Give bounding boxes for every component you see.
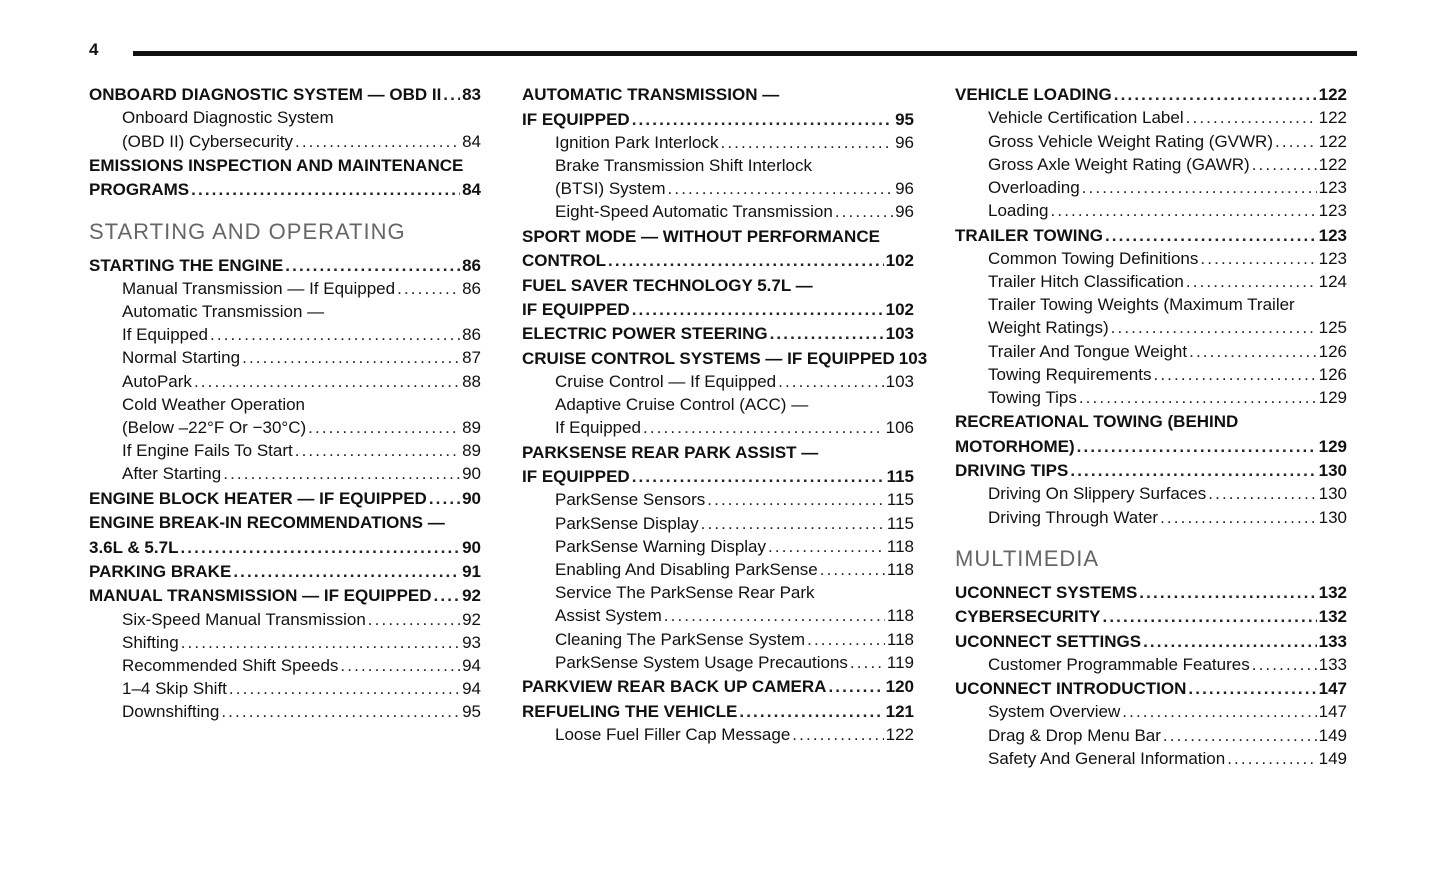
toc-page-number: 123 (1318, 248, 1347, 268)
toc-sub-entry[interactable] (522, 558, 914, 581)
toc-main-entry[interactable] (955, 435, 1347, 458)
dot-leader (242, 346, 460, 369)
toc-entry-label: Drag & Drop Menu Bar (988, 725, 1161, 745)
toc-entry-label: (OBD II) Cybersecurity (122, 131, 293, 151)
toc-page-number: 149 (1318, 725, 1347, 745)
toc-page-number: 92 (462, 609, 481, 629)
toc-page-number: 86 (462, 278, 481, 298)
toc-column-3 (955, 82, 1347, 770)
toc-page-number: 90 (462, 537, 481, 557)
toc-sub-entry[interactable] (522, 604, 914, 627)
toc-sub-entry[interactable] (955, 340, 1347, 363)
toc-sub-entry[interactable] (955, 106, 1347, 129)
toc-entry-label: Weight Ratings) (988, 318, 1109, 338)
toc-main-entry[interactable] (955, 581, 1347, 604)
toc-entry-label: Vehicle Certification Label (988, 108, 1184, 128)
toc-entry-label: TRAILER TOWING (955, 225, 1103, 245)
toc-page-number: 122 (1318, 154, 1347, 174)
toc-entry-label: AutoPark (122, 371, 192, 391)
toc-entry-label: Trailer Hitch Classification (988, 272, 1184, 291)
toc-column-1 (89, 82, 481, 724)
toc-sub-entry[interactable] (955, 176, 1347, 199)
toc-sub-entry[interactable] (955, 724, 1347, 747)
toc-page-number: 120 (885, 677, 914, 697)
toc-sub-entry[interactable] (955, 363, 1347, 386)
toc-sub-entry[interactable] (522, 628, 914, 651)
toc-entry-label: ParkSense System Usage Precautions (555, 652, 848, 672)
dot-leader (632, 108, 893, 131)
toc-entry-label: Manual Transmission — If Equipped (122, 278, 396, 298)
toc-page-number: 129 (1318, 388, 1347, 408)
toc-main-entry[interactable] (955, 630, 1347, 653)
toc-page-number: 149 (1318, 748, 1347, 768)
toc-sub-entry-label[interactable]: Service The ParkSense Rear Park (555, 583, 815, 603)
dot-leader (233, 560, 460, 583)
dot-leader (1188, 677, 1316, 700)
toc-page-number: 86 (462, 255, 481, 275)
toc-sub-entry[interactable] (522, 177, 914, 200)
toc-entry-label: Trailer And Tongue Weight (988, 341, 1188, 361)
toc-entry-label: PARKVIEW REAR BACK UP CAMERA (522, 677, 827, 697)
toc-sub-entry[interactable] (522, 723, 914, 746)
toc-page-number: 118 (886, 559, 914, 579)
dot-leader (1200, 247, 1316, 270)
dot-leader (720, 131, 893, 154)
toc-main-entry[interactable] (89, 487, 481, 510)
toc-entry-label: PARKING BRAKE (89, 561, 232, 581)
dot-leader (308, 416, 460, 439)
toc-page-number: 86 (462, 325, 481, 345)
toc-page-number: 118 (886, 606, 914, 626)
toc-entry-label: Ignition Park Interlock (555, 132, 719, 152)
toc-main-entry[interactable] (955, 224, 1347, 247)
toc-entry-label: Recommended Shift Speeds (122, 655, 339, 675)
dot-leader (1186, 270, 1317, 293)
toc-main-entry[interactable] (955, 605, 1347, 628)
toc-entry-label: IF EQUIPPED (522, 467, 630, 487)
toc-sub-entry[interactable] (89, 631, 481, 654)
dot-leader (1252, 653, 1317, 676)
toc-page-number: 126 (1318, 364, 1347, 384)
toc-sub-entry[interactable] (89, 608, 481, 631)
toc-main-entry[interactable] (89, 254, 481, 277)
toc-page-number: 94 (462, 679, 481, 699)
toc-sub-entry[interactable] (522, 200, 914, 223)
dot-leader (191, 178, 460, 201)
toc-main-entry[interactable] (522, 465, 914, 488)
toc-sub-entry[interactable] (89, 462, 481, 485)
dot-leader (221, 700, 460, 723)
dot-leader (180, 536, 460, 559)
dot-leader (1051, 199, 1317, 222)
toc-page-number: 87 (462, 348, 481, 368)
toc-sub-entry[interactable] (522, 512, 914, 535)
dot-leader (1102, 605, 1316, 628)
toc-entry-label: Customer Programmable Features (988, 654, 1250, 674)
toc-entry-label: Downshifting (122, 702, 220, 722)
dot-leader (368, 608, 460, 631)
toc-entry-label: Driving On Slippery Surfaces (988, 484, 1207, 504)
dot-leader (1114, 83, 1317, 106)
toc-sub-entry[interactable] (89, 416, 481, 439)
toc-sub-entry[interactable] (955, 653, 1347, 676)
toc-page-number: 130 (1318, 484, 1347, 504)
toc-entry-label: STARTING THE ENGINE (89, 255, 284, 275)
toc-page-number: 115 (886, 490, 914, 510)
toc-main-entry[interactable] (955, 459, 1347, 482)
toc-entry-label: Cleaning The ParkSense System (555, 629, 806, 649)
toc-page-number: 115 (886, 513, 914, 533)
toc-main-entry[interactable] (522, 249, 914, 272)
toc-page-number: 92 (462, 586, 481, 606)
dot-leader (397, 277, 460, 300)
toc-main-entry-label[interactable]: EMISSIONS INSPECTION AND MAINTENANCE (89, 155, 464, 175)
toc-entry-label: 3.6L & 5.7L (89, 537, 179, 557)
toc-main-entry[interactable] (522, 298, 914, 321)
toc-page-number: 130 (1318, 461, 1347, 481)
dot-leader (850, 651, 885, 674)
toc-page-number: 102 (885, 251, 914, 271)
toc-page-number: 123 (1318, 178, 1347, 197)
toc-sub-entry-label[interactable]: Automatic Transmission — (122, 301, 325, 321)
dot-leader (707, 488, 885, 511)
dot-leader (1079, 386, 1317, 409)
toc-page-number: 103 (885, 324, 914, 344)
toc-page-number: 103 (885, 371, 914, 391)
toc-page-number: 132 (1318, 607, 1347, 627)
toc-sub-entry[interactable] (89, 654, 481, 677)
toc-sub-entry[interactable] (89, 130, 481, 153)
toc-sub-entry[interactable] (955, 270, 1347, 293)
dot-leader (1163, 724, 1317, 747)
toc-entry-label: ENGINE BLOCK HEATER — IF EQUIPPED (89, 488, 427, 508)
toc-page-number: 95 (462, 702, 481, 722)
toc-entry-label: Eight-Speed Automatic Transmission (555, 202, 833, 222)
toc-page-number: 95 (895, 109, 914, 129)
toc-sub-entry-label[interactable]: Adaptive Cruise Control (ACC) — (555, 395, 809, 415)
toc-entry-label: Enabling And Disabling ParkSense (555, 559, 818, 579)
toc-entry-label: 1–4 Skip Shift (122, 679, 227, 699)
toc-entry-label: Six-Speed Manual Transmission (122, 609, 366, 629)
dot-leader (820, 558, 885, 581)
dot-leader (1139, 581, 1316, 604)
dot-leader (835, 200, 893, 223)
toc-entry-label: CYBERSECURITY (955, 607, 1101, 627)
toc-main-entry-label[interactable]: AUTOMATIC TRANSMISSION — (522, 85, 780, 105)
toc-sub-entry[interactable] (89, 346, 481, 369)
dot-leader (1082, 176, 1317, 199)
dot-leader (1070, 459, 1316, 482)
toc-entry-label: MOTORHOME) (955, 436, 1075, 456)
toc-entry-label: DRIVING TIPS (955, 461, 1069, 481)
toc-entry-label: REFUELING THE VEHICLE (522, 701, 738, 721)
toc-sub-entry[interactable] (955, 130, 1347, 153)
dot-leader (1208, 482, 1316, 505)
dot-leader (434, 584, 461, 607)
toc-page-number: 115 (886, 467, 914, 487)
toc-entry-label: CONTROL (522, 251, 607, 271)
toc-page-number: 94 (462, 655, 481, 675)
dot-leader (1122, 700, 1316, 723)
toc-entry-label: Towing Requirements (988, 364, 1152, 384)
toc-page-number: 147 (1318, 702, 1347, 722)
toc-column-2 (522, 82, 928, 746)
toc-sub-entry[interactable] (522, 416, 914, 439)
dot-leader (701, 512, 885, 535)
toc-page-number: 90 (462, 488, 481, 508)
toc-page-number: 123 (1318, 225, 1347, 245)
toc-entry-label: Safety And General Information (988, 748, 1226, 768)
dot-leader (194, 370, 460, 393)
toc-page-number: 84 (462, 180, 481, 200)
dot-leader (792, 723, 883, 746)
toc-page-number: 96 (895, 132, 914, 152)
toc-entry-label: VEHICLE LOADING (955, 85, 1112, 105)
toc-entry-label: UCONNECT SETTINGS (955, 631, 1142, 651)
toc-page-number: 89 (462, 418, 481, 437)
toc-entry-label: If Equipped (555, 418, 642, 438)
toc-sub-entry[interactable] (89, 277, 481, 300)
toc-entry-label: Loading (988, 201, 1049, 221)
toc-sub-entry-label[interactable]: Trailer Towing Weights (Maximum Trailer (988, 295, 1295, 315)
page-number: 4 (89, 40, 99, 59)
toc-main-entry-label[interactable]: RECREATIONAL TOWING (BEHIND (955, 412, 1239, 432)
toc-page-number: 133 (1318, 631, 1347, 651)
toc-page-number: 121 (885, 701, 914, 721)
toc-page-number: 103 (898, 348, 928, 368)
toc-sub-entry[interactable] (89, 677, 481, 700)
toc-page-number: 106 (885, 418, 914, 438)
toc-page-number: 122 (1318, 85, 1347, 105)
toc-entry-label: After Starting (122, 464, 222, 484)
dot-leader (632, 298, 884, 321)
toc-entry-label: Cruise Control — If Equipped (555, 371, 777, 391)
dot-leader (443, 83, 460, 106)
toc-entry-label: Driving Through Water (988, 507, 1159, 527)
dot-leader (828, 675, 883, 698)
dot-leader (778, 370, 884, 393)
toc-main-entry[interactable] (522, 675, 914, 698)
dot-leader (770, 322, 884, 345)
dot-leader (1153, 363, 1316, 386)
toc-main-entry[interactable] (89, 536, 481, 559)
dot-leader (285, 254, 460, 277)
toc-main-entry-label[interactable]: ENGINE BREAK-IN RECOMMENDATIONS — (89, 513, 445, 533)
dot-leader (223, 462, 460, 485)
toc-sub-entry[interactable] (522, 131, 914, 154)
toc-sub-entry[interactable] (522, 488, 914, 511)
toc-sub-entry[interactable] (89, 370, 481, 393)
toc-sub-entry-label[interactable]: Onboard Diagnostic System (122, 108, 334, 128)
dot-leader (1189, 340, 1317, 363)
toc-main-entry[interactable] (955, 83, 1347, 106)
toc-entry-label: (Below –22°F Or −30°C) (122, 418, 307, 437)
toc-page-number: 84 (462, 131, 481, 151)
toc-page-number: 133 (1318, 654, 1347, 674)
toc-sub-entry-label[interactable]: Cold Weather Operation (122, 394, 306, 414)
section-heading: STARTING AND OPERATING (89, 218, 406, 244)
dot-leader (1143, 630, 1317, 653)
toc-sub-entry[interactable] (955, 700, 1347, 723)
dot-leader (1275, 130, 1317, 153)
toc-entry-label: Shifting (122, 632, 179, 652)
toc-page-number: 132 (1318, 582, 1347, 602)
toc-sub-entry[interactable] (89, 439, 481, 462)
toc-entry-label: Gross Axle Weight Rating (GAWR) (988, 154, 1250, 174)
dot-leader (632, 465, 885, 488)
dot-leader (1105, 224, 1317, 247)
toc-entry-label: System Overview (988, 702, 1121, 722)
toc-main-entry[interactable] (89, 83, 481, 106)
toc-sub-entry[interactable] (955, 506, 1347, 529)
dot-leader (295, 130, 460, 153)
toc-entry-label: If Equipped (122, 325, 209, 345)
toc-page-number: 118 (886, 629, 914, 649)
toc-page-number: 83 (462, 85, 481, 105)
dot-leader (739, 700, 883, 723)
toc-sub-entry[interactable] (955, 199, 1347, 222)
toc-main-entry[interactable] (522, 700, 914, 723)
toc-sub-entry[interactable] (955, 316, 1347, 339)
toc-page-number: 91 (462, 561, 481, 581)
toc-page-number: 88 (462, 371, 481, 391)
toc-entry-label: UCONNECT SYSTEMS (955, 582, 1138, 602)
dot-leader (181, 631, 460, 654)
toc-page-number: 118 (886, 536, 914, 556)
toc-entry-label: Towing Tips (988, 388, 1077, 408)
dot-leader (768, 535, 885, 558)
toc-entry-label: Common Towing Definitions (988, 248, 1199, 268)
toc-main-entry-label[interactable]: SPORT MODE — WITHOUT PERFORMANCE (522, 226, 880, 246)
toc-page-number: 129 (1318, 436, 1347, 456)
toc-main-entry[interactable] (89, 584, 481, 607)
toc-entry-label: ELECTRIC POWER STEERING (522, 324, 768, 344)
toc-entry-label: CRUISE CONTROL SYSTEMS — IF EQUIPPED (522, 348, 895, 368)
toc-page-number: 89 (462, 441, 481, 461)
toc-page-number: 125 (1318, 318, 1347, 338)
toc-sub-entry[interactable] (955, 747, 1347, 770)
dot-leader (807, 628, 885, 651)
toc-entry-label: ParkSense Warning Display (555, 536, 767, 556)
toc-entry-label: Gross Vehicle Weight Rating (GVWR) (988, 131, 1273, 151)
toc-page-number: 122 (1318, 108, 1347, 128)
toc-page-number: 122 (885, 724, 914, 744)
toc-page-number: 122 (1318, 131, 1347, 151)
toc-sub-entry[interactable] (522, 535, 914, 558)
dot-leader (1111, 316, 1317, 339)
toc-entry-label: If Engine Fails To Start (122, 441, 293, 461)
toc-sub-entry-label[interactable]: Brake Transmission Shift Interlock (555, 155, 812, 175)
toc-main-entry[interactable] (522, 347, 928, 370)
toc-page-number: 96 (895, 202, 914, 222)
dot-leader (1077, 435, 1317, 458)
toc-page-number: 124 (1318, 272, 1347, 291)
dot-leader (210, 323, 460, 346)
toc-entry-label: Normal Starting (122, 348, 241, 368)
section-heading: MULTIMEDIA (955, 545, 1100, 571)
toc-main-entry[interactable] (89, 560, 481, 583)
toc-main-entry[interactable] (955, 677, 1347, 700)
toc-page-number: 126 (1318, 341, 1347, 361)
toc-sub-entry[interactable] (522, 370, 914, 393)
toc-entry-label: IF EQUIPPED (522, 299, 630, 319)
dot-leader (643, 416, 884, 439)
dot-leader (1252, 153, 1317, 176)
toc-entry-label: ONBOARD DIAGNOSTIC SYSTEM — OBD II (89, 85, 442, 105)
toc-page-number: 93 (462, 632, 481, 652)
toc-entry-label: Assist System (555, 606, 662, 626)
dot-leader (1160, 506, 1317, 529)
toc-main-entry[interactable] (522, 108, 914, 131)
toc-entry-label: Loose Fuel Filler Cap Message (555, 724, 791, 744)
toc-entry-label: ParkSense Sensors (555, 490, 706, 510)
toc-page-number: 90 (462, 464, 481, 484)
toc-sub-entry[interactable] (89, 700, 481, 723)
toc-sub-entry[interactable] (955, 482, 1347, 505)
toc-entry-label: PROGRAMS (89, 180, 190, 200)
dot-leader (340, 654, 460, 677)
toc-sub-entry[interactable] (955, 153, 1347, 176)
toc-entry-label: ParkSense Display (555, 513, 699, 533)
dot-leader (664, 604, 885, 627)
dot-leader (229, 677, 460, 700)
toc-page-number: 96 (895, 179, 914, 199)
toc-entry-label: MANUAL TRANSMISSION — IF EQUIPPED (89, 586, 432, 606)
toc-page-number: 147 (1318, 679, 1347, 699)
toc-page-number: 119 (886, 652, 914, 672)
toc-page-number: 102 (885, 299, 914, 319)
dot-leader (1186, 106, 1317, 129)
toc-main-entry-label[interactable]: PARKSENSE REAR PARK ASSIST — (522, 442, 819, 462)
dot-leader (1227, 747, 1316, 770)
header-rule (133, 51, 1357, 56)
toc-sub-entry[interactable] (955, 247, 1347, 270)
toc-main-entry[interactable] (89, 178, 481, 201)
dot-leader (295, 439, 460, 462)
toc-main-entry[interactable] (522, 322, 914, 345)
toc-entry-label: UCONNECT INTRODUCTION (955, 679, 1187, 699)
toc-entry-label: (BTSI) System (555, 179, 666, 199)
toc-entry-label: IF EQUIPPED (522, 109, 630, 129)
dot-leader (668, 177, 894, 200)
toc-sub-entry[interactable] (955, 386, 1347, 409)
dot-leader (429, 487, 460, 510)
toc-sub-entry[interactable] (89, 323, 481, 346)
toc-entry-label: Overloading (988, 178, 1080, 197)
dot-leader (608, 249, 884, 272)
toc-page-number: 130 (1318, 507, 1347, 527)
toc-main-entry-label[interactable]: FUEL SAVER TECHNOLOGY 5.7L — (522, 275, 813, 295)
toc-sub-entry[interactable] (522, 651, 914, 674)
toc-page-number: 123 (1318, 201, 1347, 221)
